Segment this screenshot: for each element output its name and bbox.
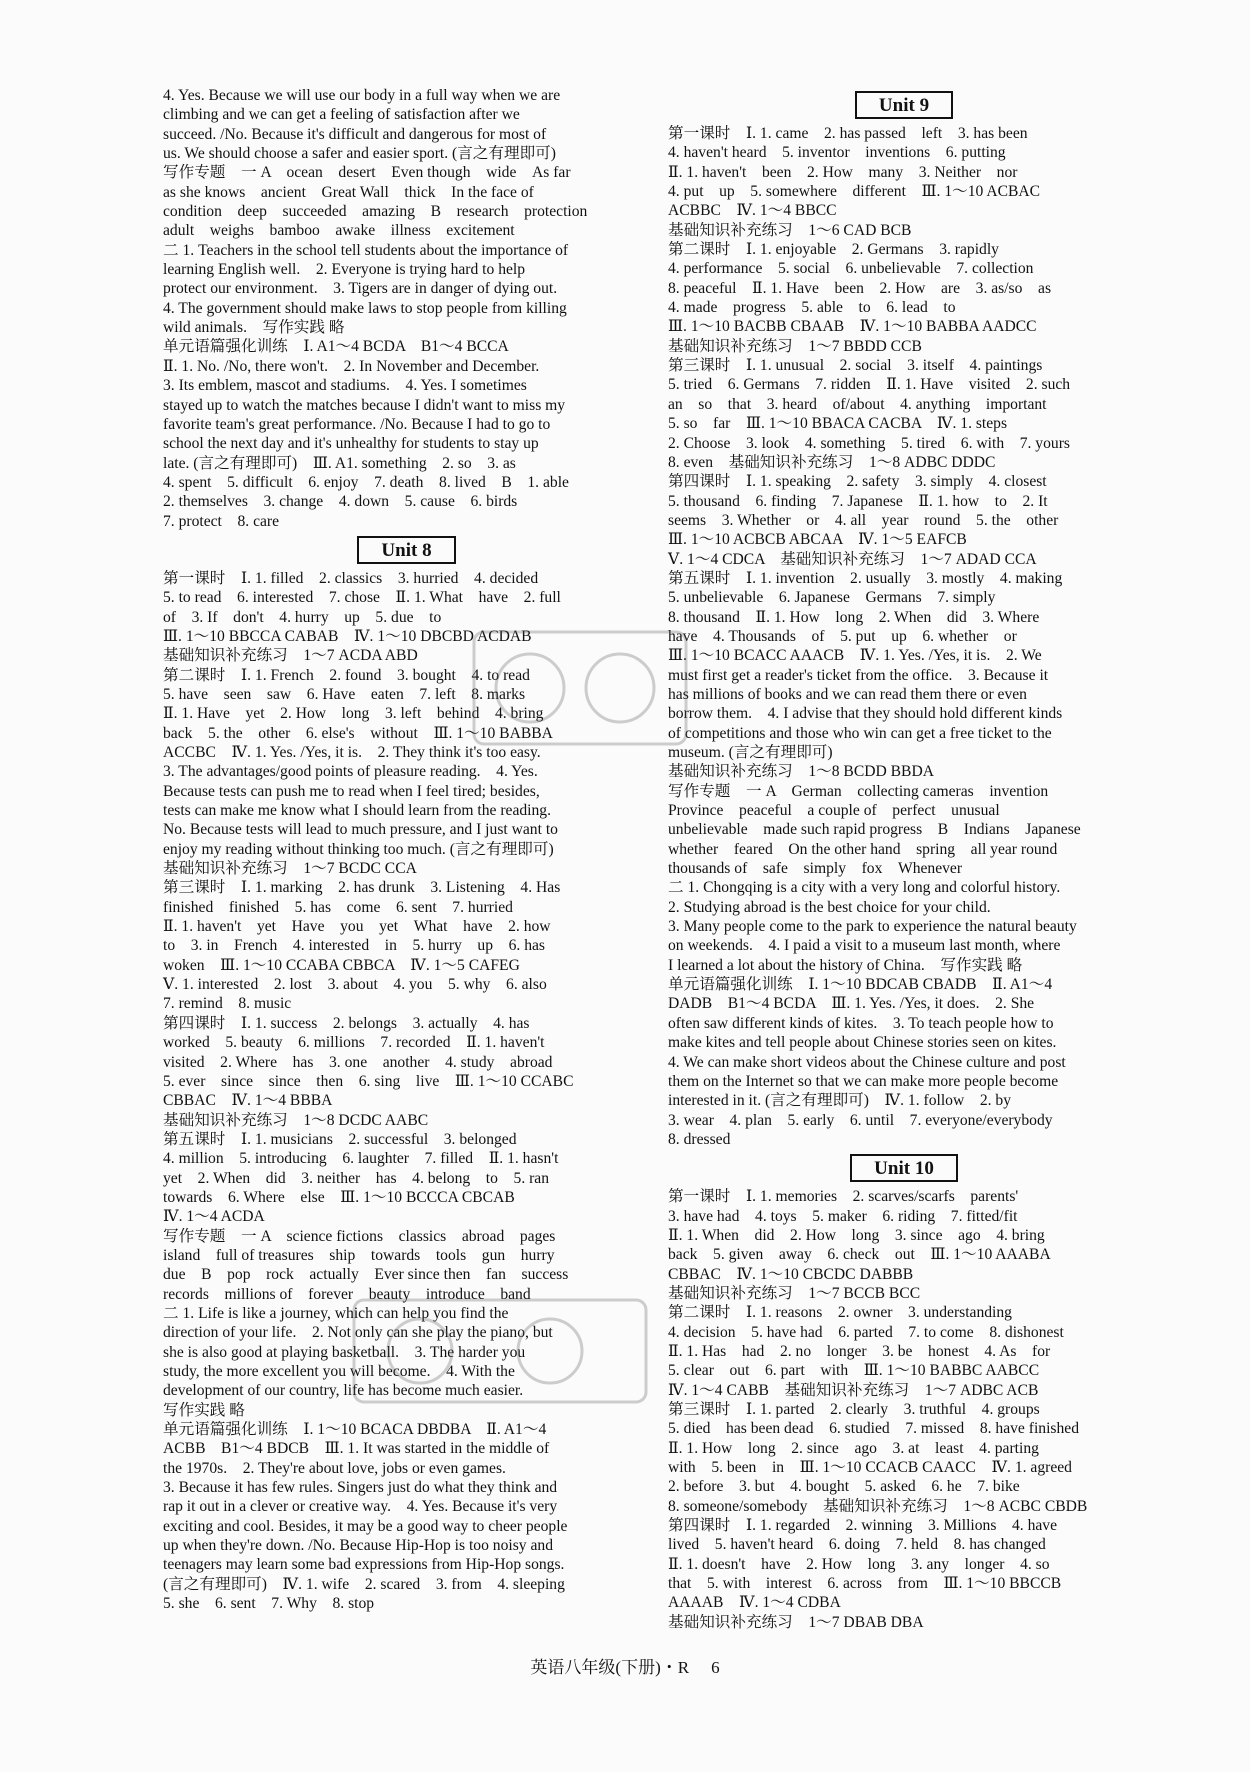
- answer-line: 基础知识补充练习 1～7 ACDA ABD: [163, 647, 418, 665]
- answer-line: 单元语篇强化训练 Ⅰ. 1～10 BDCAB CBADB Ⅱ. A1～4: [668, 976, 1053, 994]
- answer-line: visited 2. Where has 3. one another 4. study abroad: [163, 1053, 553, 1071]
- answer-line: DADB B1～4 BCDA Ⅲ. 1. Yes. /Yes, it does. 2. She: [668, 995, 1035, 1013]
- answer-line: Because tests can push me to read when I feel tired; besides,: [163, 782, 540, 800]
- answer-line: learning English well. 2. Everyone is trying hard to help: [163, 261, 526, 279]
- answer-line: back 5. given away 6. check out Ⅲ. 1～10 AAABA: [668, 1246, 1051, 1264]
- answer-line: records millions of forever beauty introduce band: [163, 1285, 531, 1303]
- answer-line: 5. unbelievable 6. Japanese Germans 7. simply: [668, 589, 996, 607]
- answer-line: seems 3. Whether or 4. all year round 5. the other: [668, 511, 1059, 529]
- answer-line: of competitions and those who win can get a free ticket to the: [668, 724, 1052, 742]
- answer-line: an so that 3. heard of/about 4. anything important: [668, 395, 1047, 413]
- answer-line: Ⅲ. 1～10 BBCCA CABAB Ⅳ. 1～10 DBCBD ACDAB: [163, 627, 532, 645]
- answer-line: 2. themselves 3. change 4. down 5. cause 6. birds: [163, 493, 518, 511]
- answer-line: island full of treasures ship towards tools gun hurry: [163, 1246, 555, 1264]
- answer-line: Ⅴ. 1. interested 2. lost 3. about 4. you 5. why 6. also: [163, 976, 547, 994]
- answer-line: 3. Its emblem, mascot and stadiums. 4. Yes. I sometimes: [163, 377, 527, 395]
- answer-line: to 3. in French 4. interested in 5. hurry up 6. has: [163, 937, 545, 955]
- answer-line: study, the more excellent you will become. 4. With the: [163, 1363, 515, 1380]
- answer-line: Ⅱ. 1. Has had 2. no longer 3. be honest 4. As for: [668, 1342, 1051, 1360]
- answer-line: unbelievable made such rapid progress B Indians Japanese: [668, 821, 1081, 839]
- answer-line: ACBB B1～4 BDCB Ⅲ. 1. It was started in the middle of: [163, 1440, 550, 1458]
- right-block-unit10: [668, 1187, 1140, 1632]
- answer-line: No. Because tests will lead to much pressure, and I just want to: [163, 821, 558, 839]
- answer-line: 5. ever since since then 6. sing live Ⅲ. 1～10 CCABC: [163, 1072, 574, 1090]
- answer-line: Ⅱ. 1. haven't yet Have you yet What have 2. how: [163, 918, 551, 936]
- answer-line: them on the Internet so that we can make more people become: [668, 1072, 1059, 1090]
- answer-line: CBBAC Ⅳ. 1～10 CBCDC DABBB: [668, 1265, 914, 1283]
- answer-line: 第五课时 Ⅰ. 1. musicians 2. successful 3. belonged: [163, 1130, 517, 1148]
- answer-line: 5. have seen saw 6. Have eaten 7. left 8. marks: [163, 685, 526, 703]
- right-block-unit9: [668, 124, 1140, 1149]
- answer-line: 7. remind 8. music: [163, 995, 292, 1013]
- answer-line: 7. protect 8. care: [163, 512, 280, 530]
- answer-line: Ⅴ. 1～4 CDCA 基础知识补充练习 1～7 ADAD CCA: [668, 550, 1037, 568]
- answer-line: teenagers may learn some bad expressions from Hip-Hop songs.: [163, 1556, 565, 1574]
- answer-line: thousands of safe simply fox Whenever: [668, 860, 963, 878]
- answer-line: 第三课时 Ⅰ. 1. parted 2. clearly 3. truthful 4. groups: [668, 1401, 1040, 1418]
- unit-10-header: [668, 1149, 1140, 1187]
- answer-line: 基础知识补充练习 1～7 BCDC CCA: [163, 860, 417, 878]
- answer-line: of 3. If don't 4. hurry up 5. due to: [163, 608, 442, 626]
- answer-line: (言之有理即可) Ⅳ. 1. wife 2. scared 3. from 4. sleeping: [163, 1575, 565, 1593]
- footer-book-title: 英语八年级(下册)・R: [530, 1658, 690, 1677]
- right-column: [668, 86, 1140, 1632]
- answer-line: I learned a lot about the history of China. 写作实践 略: [668, 956, 1023, 974]
- answer-line: yet 2. When did 3. neither has 4. belong to 5. ran: [163, 1169, 550, 1187]
- answer-line: ACBBC Ⅳ. 1～4 BBCC: [668, 202, 837, 220]
- answer-line: back 5. the other 6. else's without Ⅲ. 1～10 BABBA: [163, 724, 553, 742]
- page-number: 6: [711, 1658, 720, 1677]
- answer-line: 2. Choose 3. look 4. something 5. tired 6. with 7. yours: [668, 434, 1070, 452]
- answer-line: Ⅱ. 1. doesn't have 2. How long 3. any longer 4. so: [668, 1555, 1050, 1573]
- answer-line: 3. wear 4. plan 5. early 6. until 7. everyone/everybody: [668, 1111, 1053, 1129]
- answer-line: must first get a reader's ticket from the office. 3. Because it: [668, 666, 1049, 684]
- answer-line: 3. Many people come to the park to experience the natural beauty: [668, 918, 1077, 936]
- unit-8-title: Unit 8: [357, 536, 455, 564]
- answer-line: 5. so far Ⅲ. 1～10 BBACA CACBA Ⅳ. 1. steps: [668, 415, 1008, 433]
- answer-line: enjoy my reading without thinking too much. (言之有理即可): [163, 840, 554, 858]
- answer-line: towards 6. Where else Ⅲ. 1～10 BCCCA CBCAB: [163, 1188, 515, 1206]
- answer-line: museum. (言之有理即可): [668, 744, 833, 761]
- unit-8-header: [163, 531, 650, 569]
- answer-line: 5. clear out 6. part with Ⅲ. 1～10 BABBC AABCC: [668, 1362, 1040, 1380]
- answer-line: 5. she 6. sent 7. Why 8. stop: [163, 1595, 375, 1613]
- answer-line: 3. Because it has few rules. Singers just do what they think and: [163, 1479, 558, 1497]
- answer-line: Ⅳ. 1～4 CABB 基础知识补充练习 1～7 ADBC ACB: [668, 1381, 1039, 1399]
- answer-line: she is also good at playing basketball. 3. The harder you: [163, 1343, 526, 1361]
- answer-line: 单元语篇强化训练 Ⅰ. A1～4 BCDA B1～4 BCCA: [163, 338, 509, 356]
- answer-line: 第二课时 Ⅰ. 1. French 2. found 3. bought 4. to read: [163, 666, 530, 684]
- answer-line: 二 1. Life is like a journey, which can help you find the: [163, 1304, 509, 1322]
- answer-line: Ⅳ. 1～4 ACDA: [163, 1208, 265, 1226]
- answer-line: succeed. /No. Because it's difficult and dangerous for most of: [163, 125, 547, 143]
- answer-line: Ⅱ. 1. When did 2. How long 3. since ago 4. bring: [668, 1226, 1045, 1244]
- answer-line: the 1970s. 2. They're about love, jobs or even games.: [163, 1459, 506, 1477]
- answer-line: 基础知识补充练习 1～7 DBAB DBA: [668, 1613, 924, 1631]
- answer-line: make kites and tell people about Chinese stories seen on kites.: [668, 1034, 1057, 1052]
- answer-line: 8. even 基础知识补充练习 1～8 ADBC DDDC: [668, 453, 996, 471]
- answer-line: adult weighs bamboo awake illness excitement: [163, 222, 515, 240]
- answer-line: 基础知识补充练习 1～8 DCDC AABC: [163, 1111, 429, 1129]
- answer-line: Ⅲ. 1～10 ACBCB ABCAA Ⅳ. 1～5 EAFCB: [668, 531, 967, 549]
- answer-line: 第三课时 Ⅰ. 1. unusual 2. social 3. itself 4. paintings: [668, 357, 1043, 375]
- answer-line: 第一课时 Ⅰ. 1. memories 2. scarves/scarfs parents': [668, 1188, 1019, 1206]
- answer-line: 第二课时 Ⅰ. 1. enjoyable 2. Germans 3. rapidly: [668, 241, 999, 259]
- answer-line: tests can make me know what I should learn from the reading.: [163, 802, 551, 820]
- answer-line: 写作实践 略: [163, 1401, 245, 1419]
- answer-line: 基础知识补充练习 1～7 BBDD CCB: [668, 337, 922, 355]
- answer-line: favorite team's great performance. /No. Because I had to go to: [163, 415, 551, 433]
- answer-line: have 4. Thousands of 5. put up 6. whether or: [668, 627, 1017, 645]
- answer-line: development of our country, life has become much easier.: [163, 1382, 524, 1400]
- answer-line: us. We should choose a safer and easier sport. (言之有理即可): [163, 145, 556, 163]
- answer-line: school the next day and it's unhealthy for students to stay up: [163, 435, 539, 453]
- watermark-stamp-icon: [350, 1296, 650, 1406]
- answer-line: often saw different kinds of kites. 3. To teach people how to: [668, 1014, 1054, 1032]
- answer-line: Ⅱ. 1. haven't been 2. How many 3. Neither nor: [668, 163, 1018, 181]
- answer-line: 2. Studying abroad is the best choice for your child.: [668, 898, 991, 916]
- answer-line: 8. thousand Ⅱ. 1. How long 2. When did 3. Where: [668, 608, 1040, 626]
- answer-line: late. (言之有理即可) Ⅲ. A1. something 2. so 3. as: [163, 454, 516, 472]
- answer-line: on weekends. 4. I paid a visit to a museum last month, where: [668, 937, 1061, 955]
- answer-line: CBBAC Ⅳ. 1～4 BBBA: [163, 1092, 333, 1110]
- answer-line: that 5. with interest 6. across from Ⅲ. 1～10 BBCCB: [668, 1575, 1062, 1593]
- answer-line: 5. tried 6. Germans 7. ridden Ⅱ. 1. Have visited 2. such: [668, 376, 1071, 394]
- answer-line: borrow them. 4. I advise that they should hold different kinds: [668, 705, 1063, 723]
- answer-line: worked 5. beauty 6. millions 7. recorded Ⅱ. 1. haven't: [163, 1034, 545, 1052]
- unit-9-header: [668, 86, 1140, 124]
- answer-line: 4. We can make short videos about the Chinese culture and post: [668, 1053, 1066, 1071]
- answer-line: 第四课时 Ⅰ. 1. speaking 2. safety 3. simply 4. closest: [668, 473, 1047, 491]
- watermark-stamp-icon: [470, 628, 690, 748]
- answer-line: Ⅱ. 1. Have yet 2. How long 3. left behind 4. bring: [163, 705, 544, 723]
- answer-line: 5. thousand 6. finding 7. Japanese Ⅱ. 1. how to 2. It: [668, 492, 1048, 510]
- answer-line: 8. dressed: [668, 1130, 731, 1148]
- answer-line: Province peaceful a couple of perfect unusual: [668, 802, 1000, 820]
- answer-line: finished finished 5. has come 6. sent 7. hurried: [163, 898, 513, 916]
- answer-line: 第一课时 Ⅰ. 1. filled 2. classics 3. hurried 4. decided: [163, 569, 539, 587]
- answer-line: whether feared On the other hand spring all year round: [668, 840, 1058, 858]
- answer-line: condition deep succeeded amazing B research protection: [163, 203, 588, 221]
- answer-line: 2. before 3. but 4. bought 5. asked 6. he 7. bike: [668, 1478, 1020, 1496]
- answer-line: 二 1. Teachers in the school tell students about the importance of: [163, 241, 569, 259]
- answer-line: ACCBC Ⅳ. 1. Yes. /Yes, it is. 2. They think it's too easy.: [163, 744, 541, 761]
- answer-line: 第四课时 Ⅰ. 1. regarded 2. winning 3. Millions 4. have: [668, 1517, 1058, 1535]
- answer-line: AAAAB Ⅳ. 1～4 CDBA: [668, 1594, 841, 1612]
- answer-line: direction of your life. 2. Not only can she play the piano, but: [163, 1324, 553, 1342]
- answer-line: 二 1. Chongqing is a city with a very long and colorful history.: [668, 879, 1061, 897]
- answer-line: up when they're down. /No. Because Hip-Hop is too noisy and: [163, 1537, 553, 1555]
- left-block-unit7-tail: [163, 86, 650, 531]
- answer-line: rap it out in a clever or creative way. 4. Yes. Because it's very: [163, 1498, 558, 1516]
- page-footer: [0, 1653, 1250, 1678]
- answer-line: 4. spent 5. difficult 6. enjoy 7. death 8. lived B 1. able: [163, 473, 569, 491]
- answer-line: Ⅱ. 1. How long 2. since ago 3. at least 4. parting: [668, 1439, 1039, 1457]
- answer-line: 4. put up 5. somewhere different Ⅲ. 1～10 ACBAC: [668, 183, 1041, 201]
- answer-line: 8. peaceful Ⅱ. 1. Have been 2. How are 3. as/so as: [668, 279, 1052, 297]
- answer-line: 第一课时 Ⅰ. 1. came 2. has passed left 3. has been: [668, 125, 1028, 142]
- answer-line: 8. someone/somebody 基础知识补充练习 1～8 ACBC CBDB: [668, 1497, 1088, 1515]
- answer-line: 4. haven't heard 5. inventor inventions 6. putting: [668, 144, 1006, 162]
- answer-line: 写作专题 一 A ocean desert Even though wide As far: [163, 164, 571, 182]
- answer-line: wild animals. 写作实践 略: [163, 319, 345, 337]
- answer-line: Ⅲ. 1～10 BCACC AAACB Ⅳ. 1. Yes. /Yes, it is. 2. We: [668, 647, 1042, 665]
- answer-line: 基础知识补充练习 1～7 BCCB BCC: [668, 1284, 921, 1302]
- answer-line: due B pop rock actually Ever since then fan success: [163, 1266, 569, 1284]
- answer-line: 5. to read 6. interested 7. chose Ⅱ. 1. What have 2. full: [163, 589, 561, 607]
- answer-line: 第四课时 Ⅰ. 1. success 2. belongs 3. actually 4. has: [163, 1014, 530, 1032]
- answer-line: 基础知识补充练习 1～8 BCDD BBDA: [668, 763, 934, 781]
- answer-line: 基础知识补充练习 1～6 CAD BCB: [668, 221, 912, 239]
- answer-line: interested in it. (言之有理即可) Ⅳ. 1. follow 2. by: [668, 1092, 1012, 1110]
- answer-line: Ⅱ. 1. No. /No, there won't. 2. In November and December.: [163, 357, 540, 375]
- answer-line: stayed up to watch the matches because I didn't want to miss my: [163, 396, 566, 414]
- answer-line: 5. died has been dead 6. studied 7. missed 8. have finished: [668, 1420, 1079, 1438]
- answer-line: 3. The advantages/good points of pleasure reading. 4. Yes.: [163, 763, 538, 781]
- answer-line: 4. decision 5. have had 6. parted 7. to come 8. dishonest: [668, 1323, 1064, 1341]
- answer-line: has millions of books and we can read them there or even: [668, 685, 1027, 703]
- answer-line: 4. Yes. Because we will use our body in a full way when we are: [163, 87, 561, 104]
- answer-line: 第二课时 Ⅰ. 1. reasons 2. owner 3. understanding: [668, 1304, 1012, 1322]
- unit-9-title: Unit 9: [855, 91, 953, 119]
- answer-line: 单元语篇强化训练 Ⅰ. 1～10 BCACA DBDBA Ⅱ. A1～4: [163, 1421, 547, 1439]
- answer-line: exciting and cool. Besides, it may be a good way to cheer people: [163, 1517, 568, 1535]
- answer-line: Ⅲ. 1～10 BACBB CBAAB Ⅳ. 1～10 BABBA AADCC: [668, 318, 1037, 336]
- answer-line: 写作专题 一 A German collecting cameras invention: [668, 782, 1049, 800]
- answer-line: 第五课时 Ⅰ. 1. invention 2. usually 3. mostly 4. making: [668, 569, 1063, 587]
- answer-line: lived 5. haven't heard 6. doing 7. held 8. has changed: [668, 1536, 1046, 1554]
- answer-line: 4. The government should make laws to stop people from killing: [163, 299, 567, 317]
- answer-line: protect our environment. 3. Tigers are in danger of dying out.: [163, 280, 558, 298]
- answer-line: with 5. been in Ⅲ. 1～10 CCACB CAACC Ⅳ. 1. agreed: [668, 1459, 1072, 1477]
- unit-10-title: Unit 10: [850, 1154, 958, 1182]
- answer-line: 第三课时 Ⅰ. 1. marking 2. has drunk 3. Listening 4. Has: [163, 879, 561, 897]
- answer-line: 4. performance 5. social 6. unbelievable 7. collection: [668, 260, 1034, 278]
- answer-line: woken Ⅲ. 1～10 CCABA CBBCA Ⅳ. 1～5 CAFEG: [163, 956, 520, 974]
- answer-line: as she knows ancient Great Wall thick In the face of: [163, 183, 534, 201]
- answer-line: 4. million 5. introducing 6. laughter 7. filled Ⅱ. 1. hasn't: [163, 1150, 559, 1168]
- answer-line: climbing and we can get a feeling of satisfaction after we: [163, 106, 520, 124]
- answer-line: 4. made progress 5. able to 6. lead to: [668, 299, 956, 317]
- answer-line: 写作专题 一 A science fictions classics abroad pages: [163, 1227, 556, 1245]
- answer-line: 3. have had 4. toys 5. maker 6. riding 7. fitted/fit: [668, 1207, 1018, 1225]
